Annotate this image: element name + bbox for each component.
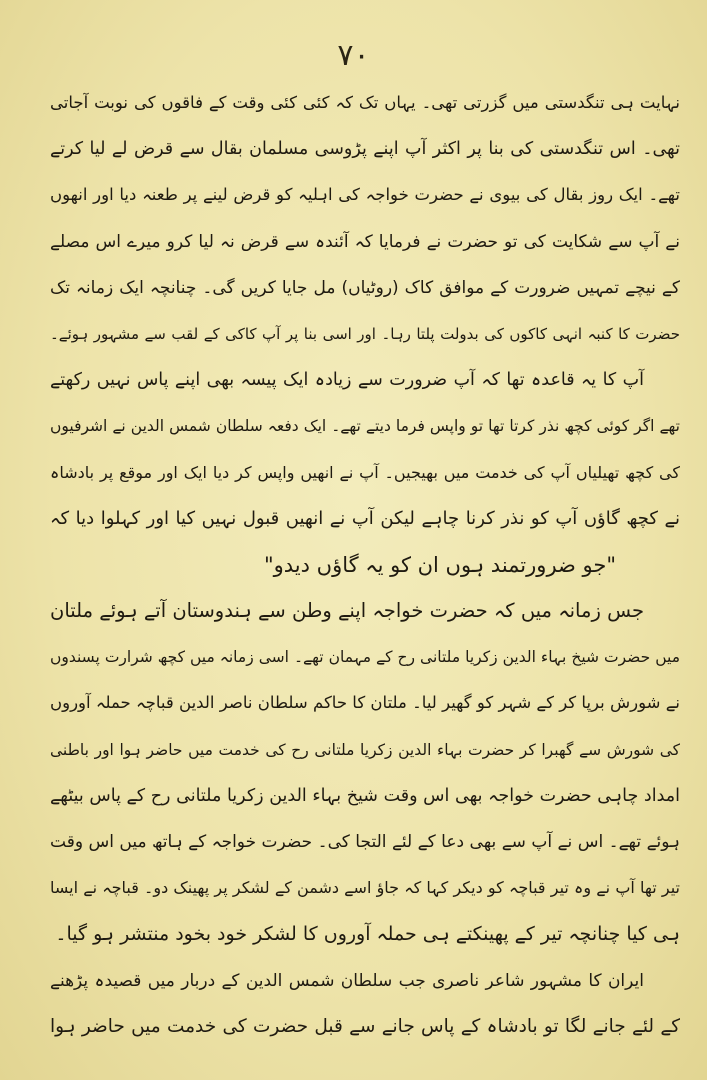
text-line: نے کچھ گاؤں آپ کو نذر کرنا چاہے لیکن آپ نے انھیں قبول نہیں کیا اور کہلوا دیا کہ (50, 507, 680, 529)
text-line: ہوئے تھے۔ اس نے آپ سے بھی دعا کے لئے التجا کی۔ حضرت خواجہ کے ہاتھ میں اس وقت (50, 832, 680, 852)
text-line: ایران کا مشہور شاعر ناصری جب سلطان شمس الدین کے دربار میں قصیدہ پڑھنے (50, 970, 644, 991)
page-text (50, 80, 680, 1050)
quoted-line: "جو ضرورتمند ہوں ان کو یہ گاؤں دیدو" (263, 552, 617, 577)
text-line: تھے۔ ایک روز بقال کی بیوی نے حضرت خواجہ کی اہلیہ کو قرض لینے پر طعنہ دیا اور انھوں (50, 185, 680, 205)
text-line: حضرت کا کنبہ انہی کاکوں کی بدولت پلتا رہا۔ اور اسی بنا پر آپ کاکی کے لقب سے مشہور ہوئے۔ (50, 324, 680, 343)
text-line: نے آپ سے شکایت کی تو حضرت نے فرمایا کہ آئندہ سے قرض نہ لیا کرو میرے اس مصلے (50, 231, 680, 252)
text-line: نے شورش برپا کر کے شہر کو گھیر لیا۔ ملتان کا حاکم سلطان ناصر الدین قباچہ حملہ آوروں (50, 693, 680, 713)
text-line: آپ کا یہ قاعدہ تھا کہ آپ ضرورت سے زیادہ ایک پیسہ بھی اپنے پاس نہیں رکھتے (50, 370, 644, 391)
page-number: ۷۰ (337, 38, 370, 73)
text-line: جس زمانہ میں کہ حضرت خواجہ اپنے وطن سے ہندوستان آتے ہوئے ملتان (50, 599, 644, 623)
text-line: امداد چاہی حضرت خواجہ بھی اس وقت شیخ بہاء الدین زکریا ملتانی رح کے پاس بیٹھے (50, 785, 680, 806)
text-line: میں حضرت شیخ بہاء الدین زکریا ملتانی رح کے مہمان تھے۔ اسی زمانہ میں کچھ شرارت پسندوں (50, 648, 680, 667)
text-line: تیر تھا آپ نے وہ تیر قباچہ کو دیکر کہا کہ جاؤ اسے دشمن کے لشکر پر پھینک دو۔ قباچہ نے ایسا (50, 878, 680, 898)
text-line: کی کچھ تھیلیاں آپ کی خدمت میں بھیجیں۔ آپ نے انھیں واپس کر دیا ایک اور موقع پر بادشاہ (50, 462, 680, 482)
text-line: تھی۔ اس تنگدستی کی بنا پر اکثر آپ اپنے پڑوسی مسلمان بقال سے قرض لے لیا کرتے (50, 139, 680, 160)
text-line: نہایت ہی تنگدستی میں گزرتی تھی۔ یہاں تک کہ کئی کئی وقت کے فاقوں کی نوبت آجاتی (50, 93, 680, 112)
text-line: ہی کیا چنانچہ تیر کے پھینکتے ہی حملہ آوروں کا لشکر خود بخود منتشر ہو گیا۔ (55, 923, 680, 946)
text-line: کے نیچے تمہیں ضرورت کے موافق کاک (روٹیاں) مل جایا کریں گی۔ چنانچہ ایک زمانہ تک (50, 277, 680, 298)
text-line: تھے اگر کوئی کچھ نذر کرتا تھا تو واپس فرما دیتے تھے۔ ایک دفعہ سلطان شمس الدین نے اشرفیوں (50, 417, 680, 436)
text-line: کی شورش سے گھبرا کر حضرت بہاء الدین زکریا ملتانی رح کی خدمت میں حاضر ہوا اور باطنی (50, 740, 680, 759)
text-line: کے لئے جانے لگا تو بادشاہ کے پاس جانے سے قبل حضرت کی خدمت میں حاضر ہوا (50, 1015, 680, 1037)
